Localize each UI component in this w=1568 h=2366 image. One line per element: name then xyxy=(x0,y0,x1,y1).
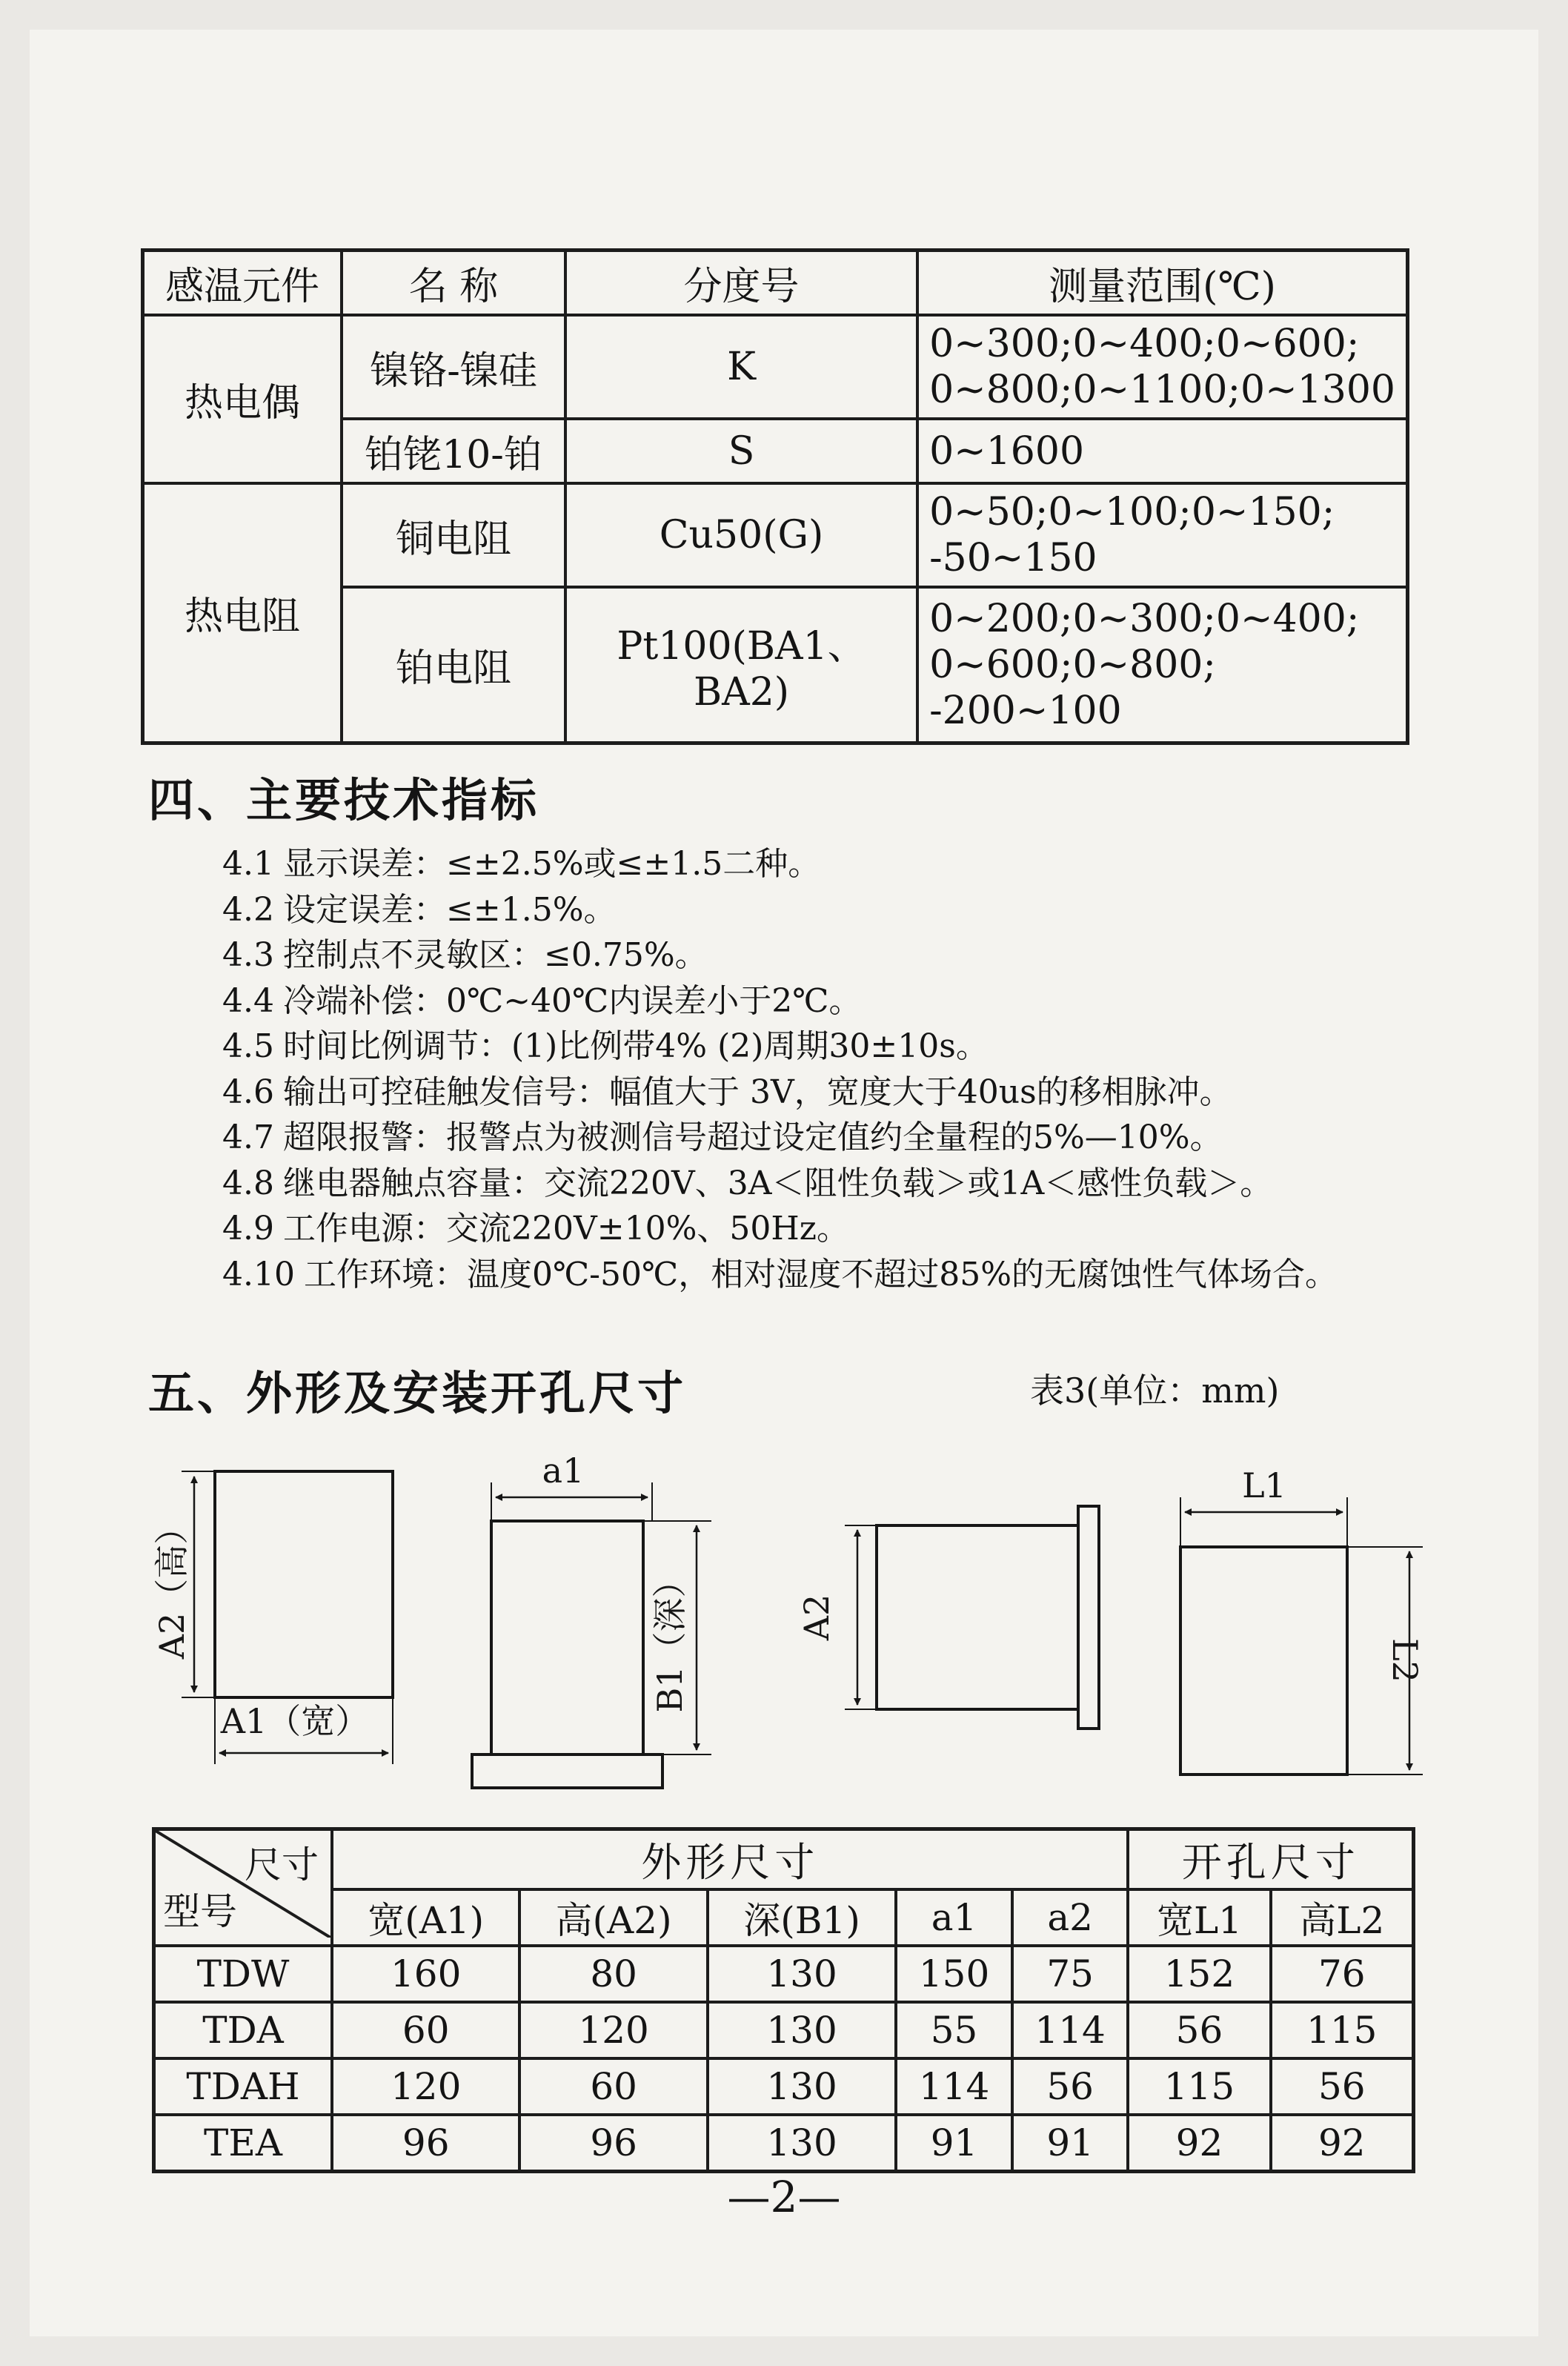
section4-title: 四、主要技术指标 xyxy=(148,773,540,827)
spec-item xyxy=(222,1115,1338,1161)
sensor-index: S xyxy=(565,419,917,483)
label-a1: a1 xyxy=(542,1451,585,1491)
sensor-index: Pt100(BA1、BA2) xyxy=(565,587,917,743)
value-cell: 130 xyxy=(708,1946,896,2002)
spec-number: 4.4 xyxy=(222,981,274,1020)
label-l1: L1 xyxy=(1242,1465,1286,1505)
spec-number: 4.5 xyxy=(222,1027,274,1065)
value-cell: 55 xyxy=(896,2002,1012,2058)
col-a2: a2 xyxy=(1012,1889,1129,1946)
col-height-a2: 高(A2) xyxy=(519,1889,707,1946)
value-cell: 150 xyxy=(896,1946,1012,2002)
col-height-l2: 高L2 xyxy=(1271,1889,1414,1946)
table-row xyxy=(143,315,1408,419)
header-index: 分度号 xyxy=(565,251,917,316)
corner-model-label: 型号 xyxy=(163,1890,237,1933)
sensor-name: 铂电阻 xyxy=(342,587,565,743)
spec-number: 4.9 xyxy=(222,1210,274,1247)
value-cell: 130 xyxy=(708,2115,896,2172)
value-cell: 56 xyxy=(1012,2058,1129,2115)
value-cell: 60 xyxy=(519,2058,707,2115)
dimensions-table xyxy=(152,1827,1415,2173)
spec-number: 4.1 xyxy=(222,845,274,883)
spec-text: 继电器触点容量：交流220V、3A＜阻性负载＞或1A＜感性负载＞。 xyxy=(282,1164,1273,1202)
value-cell: 130 xyxy=(708,2058,896,2115)
spec-item xyxy=(222,1252,1338,1298)
spec-text: 时间比例调节：(1)比例带4% (2)周期30±10s。 xyxy=(282,1027,989,1065)
spec-number: 4.6 xyxy=(222,1073,274,1111)
table-row xyxy=(143,483,1408,587)
group-outer-dims: 外形尺寸 xyxy=(332,1829,1128,1890)
table-row xyxy=(154,2058,1414,2115)
range-line: -50~150 xyxy=(929,536,1097,580)
value-cell: 75 xyxy=(1012,1946,1129,2002)
label-l2: L2 xyxy=(1385,1638,1425,1683)
sensor-table xyxy=(141,248,1409,745)
sensor-table-header xyxy=(143,251,1408,316)
sensor-range xyxy=(917,315,1407,419)
spec-item xyxy=(222,887,1338,933)
spec-number: 4.2 xyxy=(222,890,274,929)
spec-text: 冷端补偿：0℃~40℃内误差小于2℃。 xyxy=(282,981,862,1020)
col-a1: a1 xyxy=(896,1889,1012,1946)
spec-text: 输出可控硅触发信号：幅值大于 3V，宽度大于40us的移相脉冲。 xyxy=(282,1073,1232,1111)
spec-text: 超限报警：报警点为被测信号超过设定值约全量程的5%—10%。 xyxy=(282,1119,1223,1156)
table-row xyxy=(154,2115,1414,2172)
value-cell: 115 xyxy=(1128,2058,1270,2115)
spec-item xyxy=(222,1206,1338,1252)
header-sensor: 感温元件 xyxy=(143,251,342,316)
range-line: 0~200;0~300;0~400; xyxy=(929,596,1360,641)
sensor-name: 镍铬-镍硅 xyxy=(342,315,565,419)
spec-item xyxy=(222,1070,1338,1116)
unit-note: 表3(单位：mm) xyxy=(1030,1371,1280,1411)
category-rtd: 热电阻 xyxy=(143,483,342,743)
range-line: 0~800;0~1100;0~1300 xyxy=(929,368,1395,412)
value-cell: 91 xyxy=(896,2115,1012,2172)
value-cell: 114 xyxy=(1012,2002,1129,2058)
value-cell: 92 xyxy=(1128,2115,1270,2172)
spec-number: 4.8 xyxy=(222,1164,274,1202)
page-number: —2— xyxy=(727,2172,841,2222)
header-name: 名 称 xyxy=(342,251,565,316)
spec-text: 显示误差：≤±2.5%或≤±1.5二种。 xyxy=(282,845,821,883)
label-b1-deep: B1（深） xyxy=(650,1563,690,1713)
model-cell: TEA xyxy=(154,2115,333,2172)
value-cell: 56 xyxy=(1271,2058,1414,2115)
model-cell: TDW xyxy=(154,1946,333,2002)
sensor-range xyxy=(917,483,1407,587)
model-cell: TDA xyxy=(154,2002,333,2058)
spec-text: 工作环境：温度0℃-50℃，相对湿度不超过85%的无腐蚀性气体场合。 xyxy=(303,1255,1338,1293)
range-line: 0~300;0~400;0~600; xyxy=(929,322,1360,366)
value-cell: 80 xyxy=(519,1946,707,2002)
table-row xyxy=(154,1946,1414,2002)
value-cell: 92 xyxy=(1271,2115,1414,2172)
value-cell: 114 xyxy=(896,2058,1012,2115)
sensor-name: 铂铑10-铂 xyxy=(342,419,565,483)
category-thermocouple: 热电偶 xyxy=(143,315,342,483)
model-cell: TDAH xyxy=(154,2058,333,2115)
sensor-index: K xyxy=(565,315,917,419)
value-cell: 115 xyxy=(1271,2002,1414,2058)
spec-item xyxy=(222,1024,1338,1070)
value-cell: 76 xyxy=(1271,1946,1414,2002)
table-row xyxy=(154,2002,1414,2058)
spec-number: 4.10 xyxy=(222,1255,295,1293)
group-cutout-dims: 开孔尺寸 xyxy=(1128,1829,1413,1890)
header-range: 测量范围(℃) xyxy=(917,251,1407,316)
label-a1-wide: A1（宽） xyxy=(220,1701,370,1741)
value-cell: 160 xyxy=(332,1946,519,2002)
col-width-l1: 宽L1 xyxy=(1128,1889,1270,1946)
value-cell: 120 xyxy=(519,2002,707,2058)
sensor-range xyxy=(917,587,1407,743)
sensor-name: 铜电阻 xyxy=(342,483,565,587)
spec-text: 控制点不灵敏区：≤0.75%。 xyxy=(282,936,708,974)
spec-text: 设定误差：≤±1.5%。 xyxy=(282,890,617,929)
label-a2-high: A2（高） xyxy=(152,1510,192,1660)
sensor-range xyxy=(917,419,1407,483)
spec-item xyxy=(222,1161,1338,1207)
value-cell: 96 xyxy=(519,2115,707,2172)
label-a2: A2 xyxy=(797,1594,837,1641)
col-width-a1: 宽(A1) xyxy=(332,1889,519,1946)
range-line: 0~50;0~100;0~150; xyxy=(929,490,1335,534)
corner-cell xyxy=(154,1829,333,1946)
spec-number: 4.7 xyxy=(222,1119,274,1156)
range-line: -200~100 xyxy=(929,688,1122,733)
dims-header-group xyxy=(154,1829,1414,1890)
value-cell: 120 xyxy=(332,2058,519,2115)
spec-text: 工作电源：交流220V±10%、50Hz。 xyxy=(282,1210,849,1247)
value-cell: 91 xyxy=(1012,2115,1129,2172)
spec-number: 4.3 xyxy=(222,936,274,974)
corner-dimension-label: 尺寸 xyxy=(245,1843,319,1886)
value-cell: 130 xyxy=(708,2002,896,2058)
value-cell: 56 xyxy=(1128,2002,1270,2058)
spec-item xyxy=(222,978,1338,1024)
range-line: 0~1600 xyxy=(929,428,1085,474)
value-cell: 60 xyxy=(332,2002,519,2058)
value-cell: 96 xyxy=(332,2115,519,2172)
sensor-index: Cu50(G) xyxy=(565,483,917,587)
dims-header-columns xyxy=(154,1889,1414,1946)
spec-item xyxy=(222,932,1338,978)
value-cell: 152 xyxy=(1128,1946,1270,2002)
range-line: 0~600;0~800; xyxy=(929,642,1216,687)
spec-list xyxy=(222,841,1338,1297)
col-depth-b1: 深(B1) xyxy=(708,1889,896,1946)
section5-title: 五、外形及安装开孔尺寸 xyxy=(148,1366,687,1420)
spec-item xyxy=(222,841,1338,887)
